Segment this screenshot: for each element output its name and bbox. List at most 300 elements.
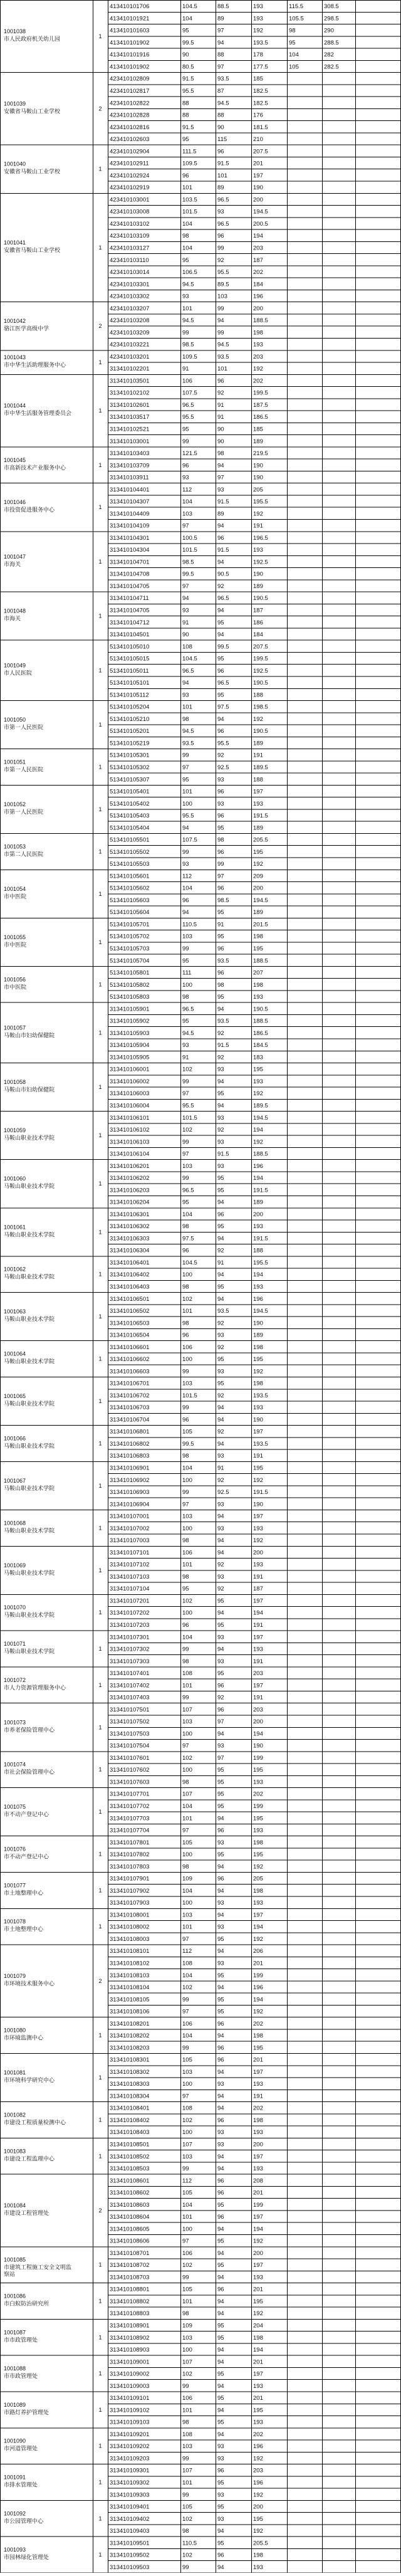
cell-sum1: 201 <box>253 1960 263 1967</box>
cell-score2: 92 <box>217 752 224 759</box>
cell-ticket: 513410105301 <box>110 752 150 759</box>
cell-score1: 99.5 <box>182 39 194 46</box>
cell-score2: 92 <box>217 582 224 590</box>
cell-sum1: 197 <box>253 1634 263 1641</box>
cell-score1: 95.5 <box>182 812 194 820</box>
cell-score1: 88 <box>182 100 189 107</box>
cell-sum1: 184 <box>253 631 263 639</box>
cell-score2: 94 <box>217 1887 224 1895</box>
hire-count: 1 <box>98 722 102 729</box>
cell-score2: 94 <box>217 2528 224 2535</box>
cell-sum1: 208 <box>253 2177 263 2185</box>
cell-score1: 107 <box>182 2467 192 2474</box>
cell-sum1: 182.5 <box>253 88 268 95</box>
cell-sum1: 195 <box>253 1767 263 1774</box>
cell-sum1: 190 <box>253 462 263 470</box>
unit-name: 市人力资源管理服务中心 <box>4 1684 66 1691</box>
cell-score2: 94.5 <box>217 341 229 349</box>
cell-score1: 88 <box>182 112 189 119</box>
cell-score1: 101 <box>182 1308 192 1315</box>
cell-score1: 112 <box>182 1948 192 1955</box>
cell-score1: 100 <box>182 800 192 807</box>
cell-score1: 104 <box>182 498 192 506</box>
cell-sum1: 187 <box>253 256 263 264</box>
unit-name: 市市政管理处 <box>4 2373 38 2380</box>
unit-code: 1001046 <box>4 499 26 506</box>
unit-name: 市土地整理中心 <box>4 1926 44 1933</box>
cell-sum1: 194 <box>253 2347 263 2354</box>
cell-score2: 95 <box>217 2262 224 2269</box>
cell-sum1: 198 <box>253 2552 263 2559</box>
cell-score1: 99 <box>182 848 189 856</box>
cell-sum1: 201 <box>253 2189 263 2197</box>
cell-sum1: 198 <box>253 1343 263 1351</box>
hire-count: 1 <box>98 2116 102 2124</box>
cell-score2: 96 <box>217 2189 224 2197</box>
cell-ticket: 423410103102 <box>110 220 150 228</box>
cell-sum1: 193 <box>253 3 263 11</box>
unit-code: 1001080 <box>4 2027 26 2034</box>
cell-ticket: 513410105802 <box>110 981 150 989</box>
cell-ticket: 313410104712 <box>110 619 150 626</box>
cell-ticket: 313410107302 <box>110 1646 150 1653</box>
cell-score1: 101.5 <box>182 547 197 554</box>
cell-score1: 100 <box>182 1525 192 1532</box>
cell-ticket: 313410108503 <box>110 2165 150 2173</box>
cell-score2: 97 <box>217 873 224 880</box>
cell-score1: 109.5 <box>182 353 197 360</box>
cell-sum1: 190.5 <box>253 680 268 687</box>
cell-sum1: 192 <box>253 715 263 723</box>
cell-ticket: 513410105604 <box>110 909 150 917</box>
cell-ticket: 313410108602 <box>110 2189 150 2197</box>
cell-score2: 94 <box>217 1549 224 1557</box>
cell-sum1: 192 <box>253 2455 263 2463</box>
cell-score1: 97.5 <box>182 1235 194 1243</box>
cell-score2: 95 <box>217 2370 224 2378</box>
cell-ticket: 313410103403 <box>110 450 150 458</box>
cell-ticket: 513410105302 <box>110 764 150 771</box>
hire-count: 1 <box>98 2552 102 2559</box>
cell-score1: 104 <box>182 2201 192 2209</box>
unit-name: 马鞍山职业技术学院 <box>4 1648 55 1655</box>
cell-sum1: 190 <box>253 1501 263 1508</box>
cell-sum1: 205.5 <box>253 836 268 844</box>
unit-code: 1001069 <box>4 1562 26 1569</box>
hire-count: 1 <box>98 1355 102 1363</box>
cell-sum1: 205 <box>253 486 263 493</box>
unit-name: 安徽省马鞍山工业学校 <box>4 168 61 175</box>
cell-ticket: 313410109502 <box>110 2552 150 2559</box>
cell-score1: 104.5 <box>182 655 197 663</box>
cell-sum1: 193 <box>253 1561 263 1569</box>
hire-count: 2 <box>98 323 102 330</box>
cell-total: 288.5 <box>324 39 339 46</box>
cell-sum1: 209 <box>253 873 263 880</box>
cell-score1: 108 <box>182 1960 192 1967</box>
cell-ticket: 313410106403 <box>110 1283 150 1291</box>
cell-score1: 100 <box>182 1900 192 1907</box>
cell-ticket: 313410105904 <box>110 1042 150 1049</box>
cell-sum1: 185 <box>253 426 263 433</box>
cell-ticket: 313410108802 <box>110 2298 150 2305</box>
cell-sum1: 195 <box>253 945 263 953</box>
cell-ticket: 313410102601 <box>110 401 150 409</box>
cell-ticket: 313410107002 <box>110 1525 150 1532</box>
unit-name: 市投资促进服务中心 <box>4 507 55 513</box>
cell-score1: 104 <box>182 15 192 23</box>
cell-score1: 104 <box>182 244 192 252</box>
cell-score2: 93 <box>217 1162 224 1170</box>
cell-ticket: 313410104711 <box>110 595 149 602</box>
cell-score1: 101 <box>182 2298 192 2305</box>
cell-score2: 94 <box>217 2431 224 2438</box>
unit-name: 马鞍山市妇幼保健院 <box>4 1032 55 1039</box>
hire-count: 1 <box>98 2074 102 2082</box>
hire-count: 1 <box>98 2515 102 2523</box>
cell-score2: 96 <box>217 377 224 385</box>
cell-sum1: 188.5 <box>253 1150 268 1158</box>
cell-ticket: 313410104401 <box>110 486 150 493</box>
cell-ticket: 313410109001 <box>110 2358 150 2366</box>
cell-score2: 94 <box>217 2298 224 2305</box>
unit-name-continued: 察站 <box>4 2271 16 2278</box>
unit-code: 1001071 <box>4 1641 26 1648</box>
cell-score1: 107 <box>182 1790 192 1798</box>
hire-count: 1 <box>98 504 102 512</box>
cell-sum1: 206 <box>253 1948 263 1955</box>
cell-ticket: 513410105803 <box>110 994 150 1001</box>
unit-name: 马鞍山职业技术学院 <box>4 1443 55 1449</box>
cell-sum1: 190 <box>253 1742 263 1750</box>
cell-ticket: 313410109401 <box>110 2503 150 2511</box>
cell-score1: 93 <box>182 607 189 614</box>
cell-ticket: 313410106102 <box>110 1127 150 1134</box>
unit-name: 市第二人民医院 <box>4 851 44 858</box>
cell-ticket: 313410108106 <box>110 2008 150 2016</box>
cell-sum1: 197 <box>253 2370 263 2378</box>
cell-sum1: 192.5 <box>253 667 268 675</box>
cell-sum1: 196 <box>253 2479 263 2486</box>
cell-score2: 92 <box>217 1247 224 1254</box>
cell-score2: 92 <box>217 1476 224 1484</box>
cell-sum1: 200 <box>253 1718 263 1726</box>
cell-ticket: 313410106903 <box>110 1489 150 1496</box>
cell-ticket: 313410107504 <box>110 1742 150 1750</box>
cell-score1: 98 <box>182 2528 189 2535</box>
cell-sum1: 193.5 <box>253 39 268 46</box>
cell-sum1: 190 <box>253 474 263 481</box>
cell-ticket: 313410106402 <box>110 1271 150 1279</box>
cell-score2: 92 <box>217 389 224 397</box>
cell-ticket: 313410107101 <box>110 1549 150 1557</box>
unit-code: 1001043 <box>4 354 26 361</box>
cell-score1: 108 <box>182 643 192 651</box>
cell-score2: 92 <box>217 1561 224 1569</box>
cell-score1: 104 <box>182 220 192 228</box>
cell-ticket: 423410102828 <box>110 112 150 119</box>
cell-score1: 106 <box>182 377 192 385</box>
cell-ticket: 313410106301 <box>110 1211 150 1218</box>
cell-sum1: 193 <box>253 1404 263 1412</box>
cell-score2: 95 <box>217 1972 224 1979</box>
cell-score2: 103 <box>217 293 227 300</box>
cell-ticket: 513410105603 <box>110 896 150 904</box>
cell-score1: 102 <box>182 2370 192 2378</box>
cell-sum1: 193 <box>253 1078 263 1085</box>
cell-sum1: 200 <box>253 305 263 312</box>
cell-score1: 98 <box>182 1283 189 1291</box>
cell-score1: 103.5 <box>182 196 197 204</box>
hire-count: 1 <box>98 558 102 565</box>
cell-sum1: 193 <box>253 341 263 349</box>
cell-score1: 99 <box>182 1489 189 1496</box>
cell-score2: 101 <box>217 172 227 179</box>
cell-sum1: 194 <box>253 1996 263 2004</box>
cell-score2: 96.5 <box>217 196 229 204</box>
cell-score2: 91 <box>217 401 224 409</box>
cell-sum1: 200 <box>253 2249 263 2257</box>
cell-sum1: 195 <box>253 2298 263 2305</box>
cell-score1: 97 <box>182 522 189 530</box>
cell-score2: 98 <box>217 836 224 844</box>
cell-score1: 103 <box>182 1513 192 1520</box>
cell-score1: 109 <box>182 2322 192 2330</box>
cell-sum1: 194.5 <box>253 1114 268 1122</box>
cell-score1: 100 <box>182 1730 192 1738</box>
hire-count: 1 <box>98 1809 102 1816</box>
cell-score2: 95 <box>217 824 224 832</box>
cell-ticket: 313410107603 <box>110 1779 150 1786</box>
cell-ticket: 313410108703 <box>110 2274 150 2281</box>
cell-score2: 93 <box>217 2491 224 2499</box>
cell-score2: 95 <box>217 2334 224 2342</box>
cell-score1: 98 <box>182 1537 189 1545</box>
cell-score2: 94 <box>217 2563 224 2571</box>
cell-sum1: 193 <box>253 2419 263 2426</box>
cell-score2: 94 <box>217 1948 224 1955</box>
cell-score2: 92 <box>217 256 224 264</box>
hire-count: 1 <box>98 981 102 989</box>
cell-ticket: 313410108003 <box>110 1935 150 1943</box>
cell-score2: 101 <box>217 365 227 373</box>
cell-ticket: 413410101603 <box>110 27 150 34</box>
cell-sum1: 178 <box>253 51 263 59</box>
unit-code: 1001056 <box>4 976 26 983</box>
cell-ticket: 313410108501 <box>110 2141 150 2148</box>
cell-score1: 99 <box>182 2274 189 2281</box>
cell-score1: 97 <box>182 2237 189 2245</box>
unit-name: 市人民政府机关幼儿园 <box>4 35 61 42</box>
cell-ticket: 313410106503 <box>110 1320 150 1327</box>
cell-score2: 96 <box>217 1706 224 1713</box>
cell-score1: 98 <box>182 1779 189 1786</box>
cell-ticket: 313410106104 <box>110 1150 150 1158</box>
cell-ticket: 313410104705 <box>110 607 150 614</box>
cell-ticket: 423410102919 <box>110 184 150 192</box>
cell-ticket: 313410108402 <box>110 2116 150 2124</box>
cell-ticket: 513410105702 <box>110 933 150 940</box>
cell-score1: 94 <box>182 909 189 917</box>
hire-count: 1 <box>98 848 102 856</box>
cell-score1: 96 <box>182 1416 189 1424</box>
cell-score2: 89 <box>217 510 224 518</box>
cell-score2: 99 <box>217 861 224 868</box>
cell-score1: 96 <box>182 462 189 470</box>
cell-score2: 95 <box>217 655 224 663</box>
cell-score2: 96 <box>217 667 224 675</box>
cell-score2: 97 <box>217 27 224 34</box>
cell-score2: 96 <box>217 885 224 892</box>
cell-score1: 97 <box>182 1935 189 1943</box>
cell-sum1: 198.5 <box>253 703 268 711</box>
cell-score1: 112 <box>182 486 192 493</box>
cell-score1: 112 <box>182 873 192 880</box>
hire-count: 1 <box>98 1681 102 1689</box>
cell-score1: 99 <box>182 1078 189 1085</box>
unit-code: 1001054 <box>4 885 26 892</box>
hire-count: 1 <box>98 33 102 40</box>
cell-sum1: 192 <box>253 2008 263 2016</box>
cell-score2: 93 <box>217 1900 224 1907</box>
cell-sum1: 196.5 <box>253 534 268 542</box>
hire-count: 1 <box>98 1440 102 1448</box>
hire-count: 1 <box>98 1525 102 1532</box>
hire-count: 1 <box>98 1084 102 1091</box>
cell-score2: 96 <box>217 534 224 542</box>
cell-score2: 94 <box>217 1416 224 1424</box>
cell-sum1: 196 <box>253 1162 263 1170</box>
cell-ticket: 313410106103 <box>110 1138 150 1146</box>
cell-ticket: 313410108601 <box>110 2177 150 2185</box>
cell-score1: 99 <box>182 1996 189 2004</box>
cell-score2: 93 <box>217 800 224 807</box>
hire-count: 1 <box>98 2442 102 2450</box>
cell-ticket: 313410107104 <box>110 1585 150 1593</box>
cell-ticket: 313410107502 <box>110 1718 150 1726</box>
cell-sum1: 192 <box>253 1138 263 1146</box>
cell-score2: 94 <box>217 2153 224 2160</box>
cell-ticket: 313410104409 <box>110 510 150 518</box>
cell-sum1: 191 <box>253 1658 263 1665</box>
cell-score2: 96 <box>217 1682 224 1690</box>
cell-sum1: 190.5 <box>253 595 268 602</box>
cell-score1: 99 <box>182 2563 189 2571</box>
cell-score2: 89.5 <box>217 281 229 288</box>
cell-ticket: 313410102201 <box>110 365 150 373</box>
cell-score1: 103 <box>182 510 192 518</box>
cell-score1: 105 <box>182 1839 192 1846</box>
cell-score1: 100 <box>182 981 192 989</box>
cell-score2: 95 <box>217 2503 224 2511</box>
cell-score1: 99 <box>182 1404 189 1412</box>
cell-ticket: 513410105801 <box>110 969 150 977</box>
hire-count: 1 <box>98 1724 102 1732</box>
cell-score2: 97 <box>217 1718 224 1726</box>
cell-sum1: 193 <box>253 547 263 554</box>
unit-code: 1001066 <box>4 1435 26 1442</box>
cell-ticket: 313410106702 <box>110 1392 150 1399</box>
cell-sum1: 188.5 <box>253 317 268 325</box>
cell-score1: 97 <box>182 764 189 771</box>
cell-sum1: 219.5 <box>253 450 268 458</box>
cell-score2: 94 <box>217 1440 224 1448</box>
cell-score1: 101 <box>182 1923 192 1931</box>
unit-name: 市土地整理中心 <box>4 1890 44 1896</box>
cell-ticket: 313410106002 <box>110 1078 150 1085</box>
unit-name: 市建设工程质量检测中心 <box>4 2119 66 2126</box>
cell-score2: 94 <box>217 2165 224 2173</box>
cell-score2: 95 <box>217 1779 224 1786</box>
cell-sum1: 194 <box>253 1923 263 1931</box>
cell-ticket: 423410102817 <box>110 88 150 95</box>
cell-score2: 96 <box>217 2286 224 2293</box>
cell-score2: 93 <box>217 1332 224 1339</box>
unit-code: 1001055 <box>4 933 26 940</box>
cell-score1: 105 <box>182 2056 192 2064</box>
unit-code: 1001057 <box>4 1024 26 1031</box>
cell-score1: 99 <box>182 438 189 445</box>
cell-ticket: 313410102102 <box>110 389 150 397</box>
cell-ticket: 313410106901 <box>110 1464 150 1472</box>
cell-score2: 93 <box>217 1742 224 1750</box>
cell-score2: 94 <box>217 1646 224 1653</box>
cell-sum1: 189 <box>253 438 263 445</box>
cell-score1: 97 <box>182 2008 189 2016</box>
cell-ticket: 313410104307 <box>110 498 150 506</box>
cell-score2: 92 <box>217 1320 224 1327</box>
cell-sum1: 186.5 <box>253 414 268 421</box>
cell-score1: 93 <box>182 293 189 300</box>
cell-sum1: 193.5 <box>253 1392 268 1399</box>
cell-sum1: 189 <box>253 740 263 747</box>
cell-sum1: 192 <box>253 2491 263 2499</box>
cell-score2: 93 <box>217 486 224 493</box>
cell-sum1: 190 <box>253 1416 263 1424</box>
hire-count: 1 <box>98 2370 102 2378</box>
cell-score1: 91.5 <box>182 75 194 83</box>
unit-name: 市养老保险管理中心 <box>4 1727 55 1733</box>
cell-score1: 104 <box>182 1634 192 1641</box>
cell-ticket: 313410109402 <box>110 2515 150 2523</box>
cell-sum1: 193 <box>253 1525 263 1532</box>
cell-score1: 101 <box>182 1561 192 1569</box>
cell-ticket: 313410104301 <box>110 534 150 542</box>
cell-score2: 94 <box>217 1537 224 1545</box>
cell-ticket: 513410105602 <box>110 885 150 892</box>
unit-name: 市海关 <box>4 615 21 622</box>
cell-score2: 95 <box>217 933 224 940</box>
cell-ticket: 313410106802 <box>110 1440 150 1448</box>
cell-score2: 91 <box>217 414 224 421</box>
unit-code: 1001088 <box>4 2365 26 2372</box>
cell-sum1: 194 <box>253 1730 263 1738</box>
cell-score2: 94 <box>217 2274 224 2281</box>
cell-total: 282 <box>324 51 334 59</box>
cell-ticket: 313410108002 <box>110 1923 150 1931</box>
cell-score2: 90 <box>217 124 224 131</box>
cell-score1: 102 <box>182 2515 192 2523</box>
cell-sum1: 198 <box>253 1380 263 1387</box>
unit-name: 马鞍山职业技术学院 <box>4 1527 55 1534</box>
cell-score1: 110.5 <box>182 921 197 928</box>
cell-score2: 95 <box>217 1851 224 1859</box>
unit-name: 市环境监测中心 <box>4 2034 44 2041</box>
cell-ticket: 313410103517 <box>110 414 150 421</box>
cell-sum1: 202 <box>253 2020 263 2027</box>
cell-ticket: 513410105204 <box>110 703 150 711</box>
cell-score2: 94 <box>217 2249 224 2257</box>
